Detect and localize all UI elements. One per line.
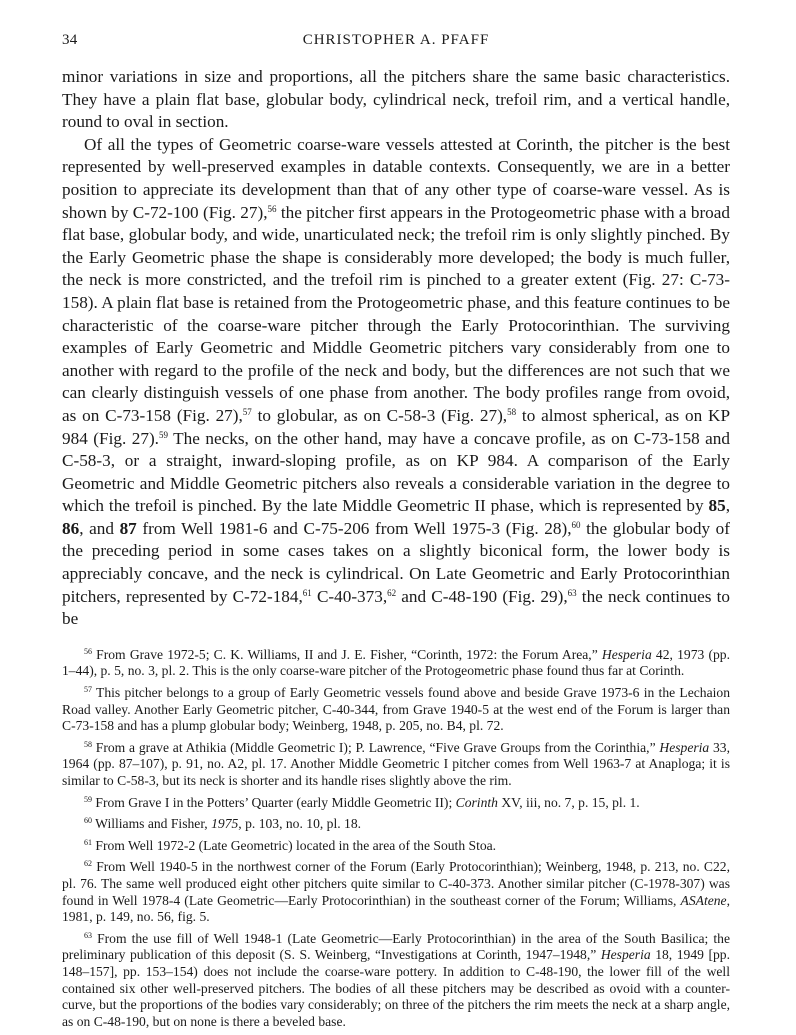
footnote-number: 59: [84, 794, 92, 804]
footnote-text: From Well 1940-5 in the northwest corner of the Forum (Early Protocorinthian); Weinberg, 1948, p. 213, no. C22, pl. 76. The same well produced eight other pitchers quite similar to C-40-373. Another similar pitcher (C-1978-307) was found in Well 1978-4 (Late Geometric—Early Protocorinthian) in the southeast corner of the Forum; Williams,: [62, 859, 730, 908]
journal-title: ASAtene: [680, 892, 727, 908]
footnote-text: 42, 1973 (pp. 1–44), p. 5, no. 3, pl. 2. This is the only coarse-ware pitcher of the Protogeometric phase found thus far at Corinth.: [62, 646, 730, 679]
journal-title: Hesperia: [600, 947, 651, 963]
footnote-text: , 1981, p. 149, no. 56, fig. 5.: [62, 892, 730, 925]
footnote-text: This pitcher belongs to a group of Early Geometric vessels found above and beside Grave 1973-6 in the Lechaion Road valley. Another Early Geometric pitcher, C-40-344, from Grave 1940-5 at the west end of the Forum is larger than C-73-158 and has a plump globular body; Weinberg, 1948, p. 205, no. B4, pl. 72.: [62, 685, 730, 734]
footnote-text: 33, 1964 (pp. 87–107), p. 91, no. A2, pl. 17. Another Middle Geometric I pitcher comes from Well 1963-7 at Anaploga; it is similar to C-58-3, but its neck is shorter and its handle rises slightly above the rim.: [62, 739, 730, 788]
journal-title: Hesperia: [601, 646, 652, 662]
text-run: C-40-373,: [311, 586, 388, 606]
footnote-ref-59[interactable]: 59: [158, 429, 168, 440]
footnote-ref-56[interactable]: 56: [267, 203, 277, 214]
footnote-number: 56: [84, 646, 92, 656]
text-run: Of all the types of Geometric coarse-ware vessels attested at Corinth, the pitcher is the best represented by well-preserved examples in datable contexts. Consequently, we are in a better position to appreciate its development than that of any other type of coarse-ware vessel. As is shown by C-72-100 (Fig. 27),: [62, 134, 730, 222]
footnote-text: From Well 1972-2 (Late Geometric) located in the area of the South Stoa.: [92, 837, 497, 853]
text-run: ,: [725, 496, 730, 516]
footnote-59: [62, 795, 730, 812]
page-number: 34: [62, 32, 78, 48]
footnote-number: 63: [84, 930, 92, 940]
footnote-61: [62, 838, 730, 855]
footnote-text: From Grave I in the Potters’ Quarter (early Middle Geometric II);: [92, 794, 456, 810]
footnote-number: 60: [84, 816, 92, 826]
text-run: the globular body of the preceding period in some cases takes on a slightly biconical form, the lower body is appreciably concave, and the neck is cylindrical. On Late Geometric and Early Protocorinthian pitchers, represented by C-72-184,: [62, 518, 730, 606]
footnote-ref-58[interactable]: 58: [507, 406, 517, 417]
text-run: , and: [79, 518, 120, 538]
page-header: [62, 32, 730, 54]
paragraph-1: minor variations in size and proportions, all the pitchers share the same basic characteristics. They have a plain flat base, globular body, cylindrical neck, trefoil rim, and a vertical handle, round to oval in section.: [62, 67, 730, 132]
text-run: the pitcher first appears in the Protogeometric phase with a broad flat base, globular body, and wide, unarticulated neck; the trefoil rim is only slightly pinched. By the Early Geometric phase the shape is considerably more developed; the body is much fuller, the neck is more constricted, and the trefoil rim is pinched to a greater extent (Fig. 27: C-73-158). A plain flat base is retained from the Protogeometric phase, and this feature continues to be characteristic of the coarse-ware pitcher through the Early Protocorinthian. The surviving examples of Early Geometric and Middle Geometric pitchers vary considerably from one to another with regard to the profile of the neck and body, but the differences are not such that we can clearly distinguish vessels of one phase from another. The body profiles range from ovoid, as on C-73-158 (Fig. 27),: [62, 202, 730, 425]
footnote-text: From a grave at Athikia (Middle Geometric I); P. Lawrence, “Five Grave Groups from the Corinthia,”: [92, 739, 660, 755]
text-run: from Well 1981-6 and C-75-206 from Well 1975-3 (Fig. 28),: [136, 518, 572, 538]
footnote-text: 18, 1949 [pp. 148–157], pp. 153–154) does not include the coarse-ware pottery. In addition to C-48-190, the lower fill of the well contained six other well-preserved pitchers. The bodies of all these pitchers may be described as ovoid with a counter-curve, but the proportions of the bodies vary considerably; on three of the pitchers the rim meets the neck at a sharp angle, as on C-48-190, but on none is there a beveled base.: [62, 947, 730, 1029]
catalogue-number-87: 87: [119, 518, 137, 538]
footnote-62: [62, 859, 730, 925]
footnote-ref-61[interactable]: 61: [302, 587, 312, 598]
footnote-text: XV, iii, no. 7, p. 15, pl. 1.: [497, 794, 640, 810]
series-title: Corinth: [455, 794, 498, 810]
footnote-60: [62, 816, 730, 833]
footnote-ref-62[interactable]: 62: [387, 587, 397, 598]
text-run: the neck continues to be: [62, 586, 730, 629]
text-run: and C-48-190 (Fig. 29),: [396, 586, 568, 606]
footnote-number: 61: [84, 837, 92, 847]
footnote-number: 57: [84, 685, 92, 695]
footnote-ref-63[interactable]: 63: [567, 587, 577, 598]
main-text: [62, 66, 730, 631]
footnote-text: From Grave 1972-5; C. K. Williams, II and J. E. Fisher, “Corinth, 1972: the Forum Area,”: [92, 646, 602, 662]
citation-year: 1975: [211, 816, 239, 832]
journal-title: Hesperia: [659, 739, 710, 755]
footnote-ref-57[interactable]: 57: [242, 406, 252, 417]
catalogue-number-85: 85: [708, 496, 726, 516]
text-run: The necks, on the other hand, may have a concave profile, as on C-73-158 and C-58-3, or a straight, inward-sloping profile, as on KP 984. A comparison of the Early Geometric and Middle Geometric pitchers also reveals a considerable variation in the degree to which the trefoil is pinched. By the late Middle Geometric II phase, which is represented by: [62, 428, 730, 516]
page: [62, 32, 730, 1035]
footnotes: [62, 647, 730, 1030]
footnote-63: [62, 931, 730, 1031]
footnote-text: From the use fill of Well 1948-1 (Late Geometric—Early Protocorinthian) in the area of the South Basilica; the preliminary publication of this deposit (S. S. Weinberg, “Investigations at Corinth, 1947–1948,”: [62, 930, 730, 963]
footnote-number: 62: [84, 859, 92, 869]
footnote-text: , p. 103, no. 10, pl. 18.: [238, 816, 362, 832]
footnote-57: [62, 685, 730, 735]
footnote-58: [62, 740, 730, 790]
footnote-ref-60[interactable]: 60: [571, 519, 581, 530]
running-head: CHRISTOPHER A. PFAFF: [302, 32, 490, 48]
footnote-text: Williams and Fisher,: [92, 816, 212, 832]
footnote-number: 58: [84, 739, 92, 749]
footnote-56: [62, 647, 730, 680]
catalogue-number-86: 86: [62, 518, 80, 538]
text-run: to almost spherical, as on KP 984 (Fig. 27).: [62, 405, 730, 448]
paragraph-2: [62, 134, 730, 631]
text-run: to globular, as on C-58-3 (Fig. 27),: [251, 405, 508, 425]
